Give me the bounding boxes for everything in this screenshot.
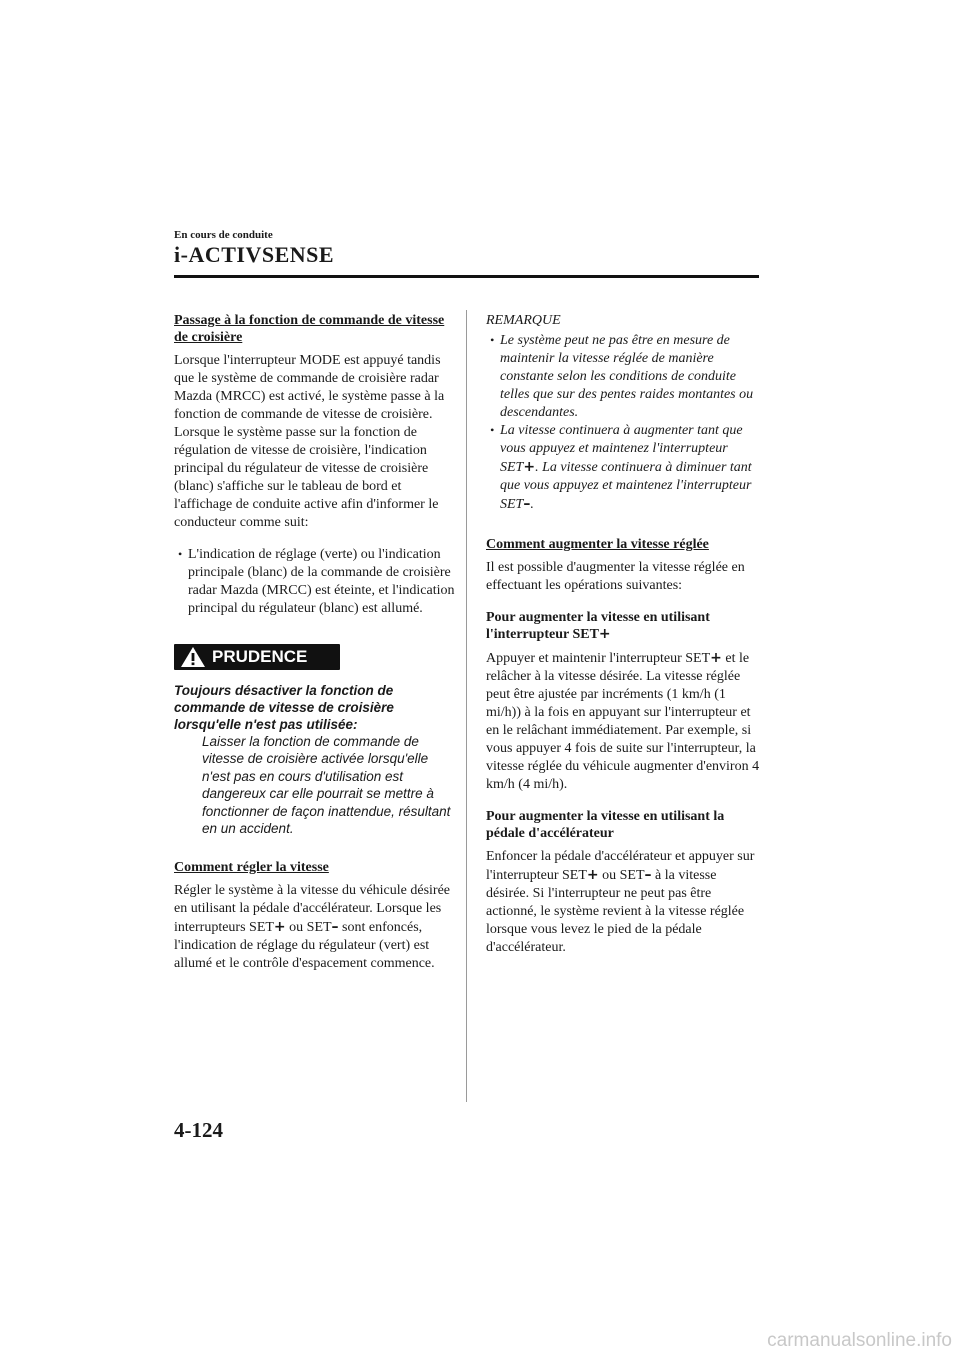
plus-icon: + — [598, 626, 611, 642]
remarque-label: REMARQUE — [486, 313, 561, 328]
paragraph-cruise-switch: Lorsque l'interrupteur MODE est appuyé tandis que le système de commande de croisière radar Mazda (MRCC) est activé, le système passe à la fonction de commande de vitesse de croisière. Lorsque le système passe sur la fonction de régulation de vitesse de croisière, l'indication principal du régulateur de vitesse de croisière (blanc) s'affiche sur le tableau de bord et l'affichage de conduite active afin d'informer le conducteur comme suit: — [174, 353, 445, 530]
text-run: à la vitesse désirée. Si l'interrupteur ne peut pas être actionné, le système revient à la vitesse réglée lorsque vous levez le pied de la pédale d'accélérateur. — [486, 868, 745, 955]
bullet-icon: • — [490, 423, 495, 437]
plus-icon: + — [710, 650, 722, 666]
bullet-icon: • — [178, 547, 183, 561]
column-divider — [466, 310, 467, 1102]
heading-increase-pedal: Pour augmenter la vitesse en utilisant la pédale d'accélérateur — [486, 809, 725, 841]
caution-badge — [174, 644, 340, 670]
paragraph-set-speed — [174, 882, 458, 973]
heading-increase-speed: Comment augmenter la vitesse réglée — [486, 537, 709, 552]
minus-icon: – — [331, 919, 339, 936]
text-run: ou SET — [598, 868, 645, 883]
paragraph-increase-speed: Il est possible d'augmenter la vitesse réglée en effectuant les opérations suivantes: — [486, 560, 745, 593]
list-item — [174, 546, 458, 618]
caution-title: Toujours désactiver la fonction de commande de vitesse de croisière lorsqu'elle n'est pas utilisée: — [174, 683, 394, 732]
paragraph-increase-pedal — [486, 848, 761, 957]
bullet-icon: • — [490, 333, 495, 347]
plus-icon: + — [523, 459, 536, 475]
page-title: i-ACTIVSENSE — [174, 242, 335, 267]
text-run: Régler le système à la vitesse du véhicule désirée en utilisant la pédale d'accélérateur. Lorsque les interrupteurs SET — [174, 883, 451, 936]
plus-icon: + — [273, 919, 286, 936]
warning-triangle-icon — [180, 646, 206, 668]
caution-label: PRUDENCE — [212, 647, 308, 666]
text-run: Enfoncer la pédale d'accélérateur et appuyer sur l'interrupteur SET — [486, 849, 755, 883]
plus-icon: + — [586, 867, 599, 883]
text-run: sont enfoncés, l'indication de réglage du régulateur (vert) est allumé et le contrôle d'espacement commence. — [174, 920, 435, 972]
note-text — [500, 423, 752, 512]
text-run: . — [530, 497, 534, 512]
list-item — [486, 332, 761, 422]
text-run: ou SET — [285, 920, 332, 936]
note-text: Le système peut ne pas être en mesure de maintenir la vitesse réglée de manière constante selon les conditions de conduite telles que sur des pentes raides montantes ou descendantes. — [500, 333, 754, 420]
minus-icon: – — [523, 496, 531, 512]
page-number: 4-124 — [174, 1118, 223, 1142]
text-run: . La vitesse continuera à diminuer tant que vous appuyez et maintenez l'interrupteur SET — [500, 460, 752, 512]
heading-cruise-switch: Passage à la fonction de commande de vitesse de croisière — [174, 313, 445, 345]
text-run: La vitesse continuera à augmenter tant que vous appuyez et maintenez l'interrupteur SET — [500, 423, 743, 475]
right-column — [486, 312, 761, 971]
text-run: Pour augmenter la vitesse en utilisant l'interrupteur SET — [486, 610, 710, 642]
watermark: carmanualsonline.info — [767, 1330, 952, 1351]
paragraph-increase-set-switch — [486, 649, 761, 794]
heading-set-speed: Comment régler la vitesse — [174, 860, 329, 876]
minus-icon: – — [644, 867, 652, 883]
bullet-list-indicators — [174, 546, 458, 618]
caution-text: Laisser la fonction de commande de vitesse de croisière activée lorsqu'elle n'est pas en cours d'utilisation est dangereux car elle pourrait se mettre à fonctionner de façon inattendue, résultant en un accident. — [202, 734, 451, 837]
text-run: et le relâcher à la vitesse désirée. La vitesse réglée peut être ajustée par incréments (1 km/h (1 mi/h)) à la fois en appuyant sur l'interrupteur et en le relâchant immédiatement. Par exemple, si vous appuyer 4 fois de suite sur l'interrupteur, la vitesse réglée du véhicule augmenter d'environ 4 km/h (4 mi/h). — [486, 651, 760, 792]
text-run: Appuyer et maintenir l'interrupteur SET — [486, 651, 711, 666]
left-column — [174, 312, 458, 987]
remarque-list — [486, 332, 761, 514]
section-kicker: En cours de conduite — [174, 229, 273, 241]
list-item — [486, 422, 761, 514]
heading-increase-set-switch — [486, 609, 761, 643]
bullet-text: L'indication de réglage (verte) ou l'indication principale (blanc) de la commande de croisière radar Mazda (MRCC) est éteinte, et l'indication principal du régulateur (blanc) est allumé. — [188, 547, 455, 616]
header-rule — [174, 275, 759, 278]
